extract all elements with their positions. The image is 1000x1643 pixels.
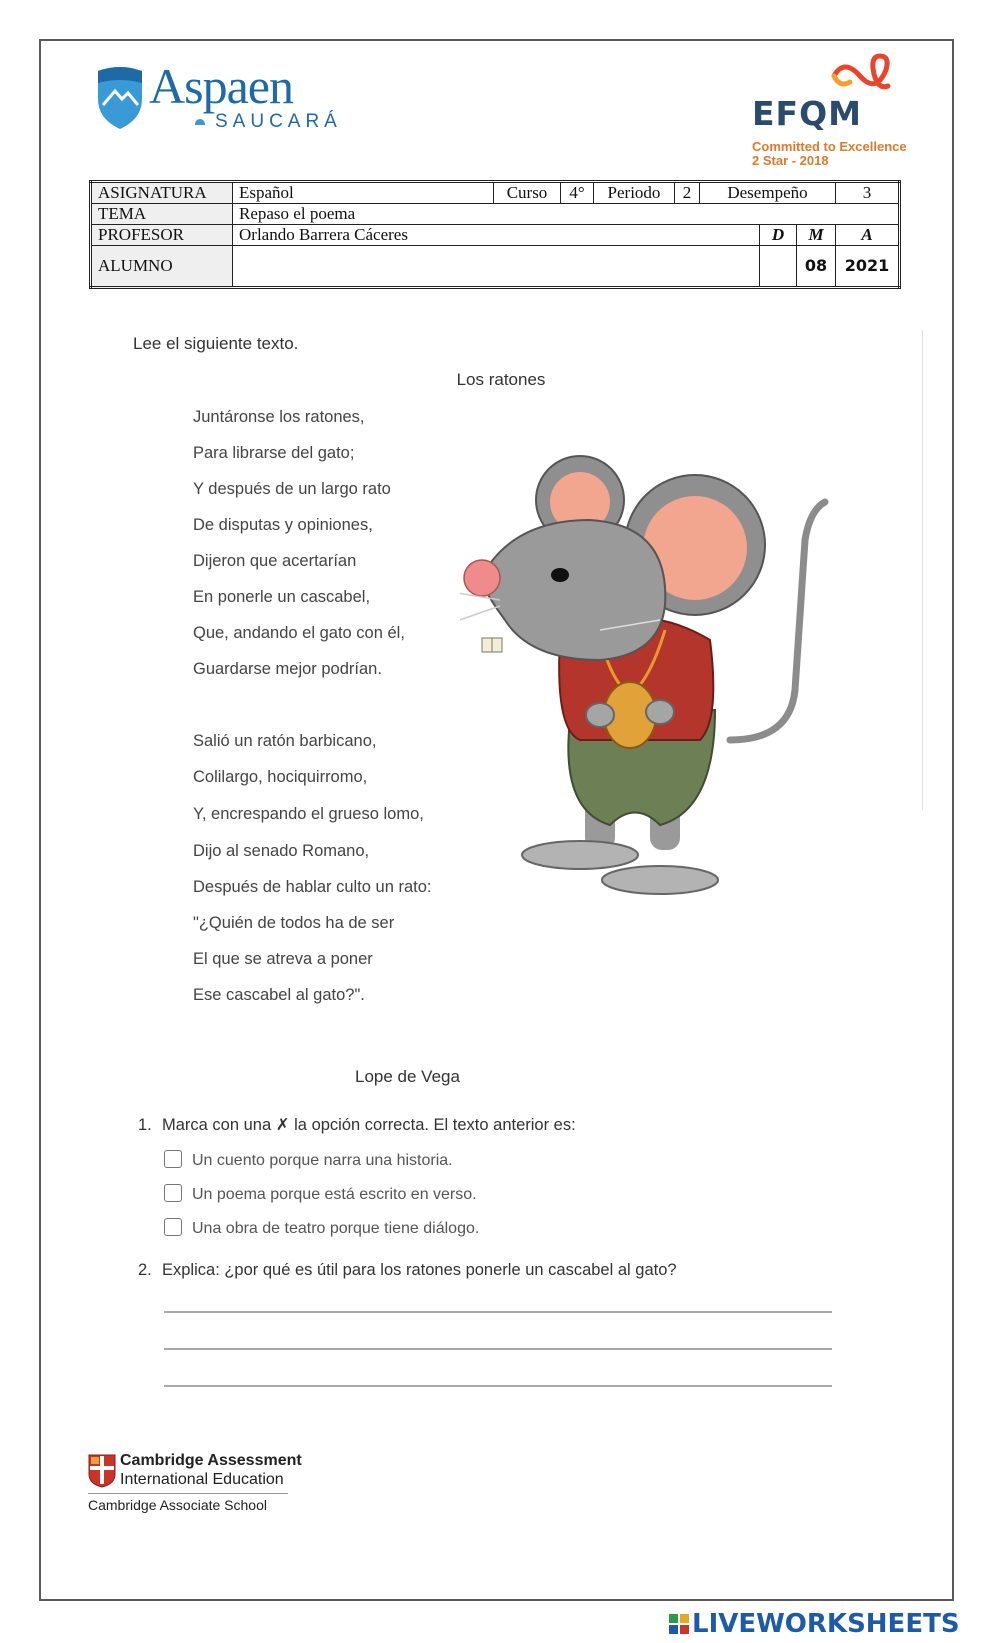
- liveworksheets-text: LIVEWORKSHEETS: [692, 1609, 960, 1639]
- tema-value: Repaso el poema: [233, 204, 900, 225]
- logo-dot: [195, 119, 205, 125]
- year-value: 2021: [836, 246, 900, 288]
- shield-icon: [95, 65, 145, 131]
- question-text: Marca con una ✗ la opción correcta. El texto anterior es:: [162, 1116, 576, 1134]
- liveworksheets-icon: [668, 1613, 690, 1635]
- question-number: 2.: [138, 1261, 152, 1279]
- cambridge-logo: [88, 1452, 308, 1522]
- answer-line-3[interactable]: [164, 1385, 832, 1387]
- option-poema[interactable]: [164, 1184, 477, 1204]
- option-teatro[interactable]: [164, 1218, 479, 1238]
- question-text: Explica: ¿por qué es útil para los ratones ponerle un cascabel al gato?: [162, 1261, 677, 1279]
- poem-author: Lope de Vega: [355, 1067, 460, 1086]
- alumno-field[interactable]: [233, 246, 760, 288]
- efqm-award: 2 Star - 2018: [752, 153, 829, 168]
- checkbox[interactable]: [164, 1184, 182, 1202]
- verse: De disputas y opiniones,: [193, 516, 373, 534]
- profesor-label: PROFESOR: [91, 225, 233, 246]
- efqm-tagline: Committed to Excellence: [752, 139, 907, 154]
- cambridge-tagline: Cambridge Associate School: [88, 1497, 267, 1513]
- verse: Dijeron que acertarían: [193, 552, 357, 570]
- alumno-label: ALUMNO: [91, 246, 233, 288]
- desempeno-value: 3: [836, 182, 900, 204]
- answer-line-1[interactable]: [164, 1311, 832, 1313]
- curso-label: Curso: [494, 182, 561, 204]
- verse: Colilargo, hociquirromo,: [193, 768, 368, 786]
- verse: Y después de un largo rato: [193, 480, 391, 498]
- tema-label: TEMA: [91, 204, 233, 225]
- option-label: Un poema porque está escrito en verso.: [192, 1186, 477, 1203]
- school-subtitle: SAUCARÁ: [215, 111, 342, 132]
- day-value[interactable]: [760, 246, 797, 288]
- day-label: D: [760, 225, 797, 246]
- profesor-value: Orlando Barrera Cáceres: [233, 225, 760, 246]
- instruction: Lee el siguiente texto.: [133, 334, 299, 353]
- divider: [88, 1493, 288, 1494]
- answer-line-2[interactable]: [164, 1348, 832, 1350]
- curso-value: 4°: [561, 182, 594, 204]
- table-row: [91, 225, 900, 246]
- verse: Y, encrespando el grueso lomo,: [193, 805, 424, 823]
- month-value: 08: [797, 246, 836, 288]
- efqm-logo: [752, 50, 922, 170]
- verse: Para librarse del gato;: [193, 444, 355, 462]
- info-table: [89, 180, 901, 289]
- checkbox[interactable]: [164, 1218, 182, 1236]
- verse: Después de hablar culto un rato:: [193, 878, 432, 896]
- option-label: Un cuento porque narra una historia.: [192, 1152, 453, 1169]
- option-cuento[interactable]: [164, 1150, 453, 1170]
- periodo-label: Periodo: [594, 182, 675, 204]
- year-label: A: [836, 225, 900, 246]
- verse: En ponerle un cascabel,: [193, 588, 371, 606]
- periodo-value: 2: [675, 182, 700, 204]
- table-row: [91, 246, 900, 288]
- efqm-loop-icon: [830, 50, 894, 94]
- option-label: Una obra de teatro porque tiene diálogo.: [192, 1220, 480, 1237]
- checkbox[interactable]: [164, 1150, 182, 1168]
- verse: Juntáronse los ratones,: [193, 408, 365, 426]
- aspaen-logo: [95, 58, 355, 143]
- poem-title: Los ratones: [456, 370, 546, 389]
- cambridge-subname: International Education: [120, 1471, 284, 1488]
- school-name: Aspaen: [149, 58, 293, 114]
- efqm-title: EFQM: [752, 94, 862, 133]
- desempeno-label: Desempeño: [700, 182, 836, 204]
- verse: Que, andando el gato con él,: [193, 624, 405, 642]
- verse: Dijo al senado Romano,: [193, 842, 370, 860]
- question-1: [138, 1115, 576, 1135]
- question-2: [138, 1261, 677, 1280]
- verse: "¿Quién de todos ha de ser: [193, 914, 395, 932]
- verse: Ese cascabel al gato?".: [193, 986, 365, 1004]
- verse: Salió un ratón barbicano,: [193, 732, 377, 750]
- cambridge-shield-icon: [88, 1454, 116, 1488]
- verse: Guardarse mejor podrían.: [193, 660, 382, 678]
- asignatura-value: Español: [233, 182, 494, 204]
- table-row: [91, 182, 900, 204]
- content-edge: [922, 330, 923, 810]
- question-number: 1.: [138, 1116, 152, 1134]
- cambridge-name: Cambridge Assessment: [120, 1452, 302, 1469]
- verse: El que se atreva a poner: [193, 950, 373, 968]
- mouse-illustration: [460, 440, 860, 910]
- table-row: [91, 204, 900, 225]
- month-label: M: [797, 225, 836, 246]
- asignatura-label: ASIGNATURA: [91, 182, 233, 204]
